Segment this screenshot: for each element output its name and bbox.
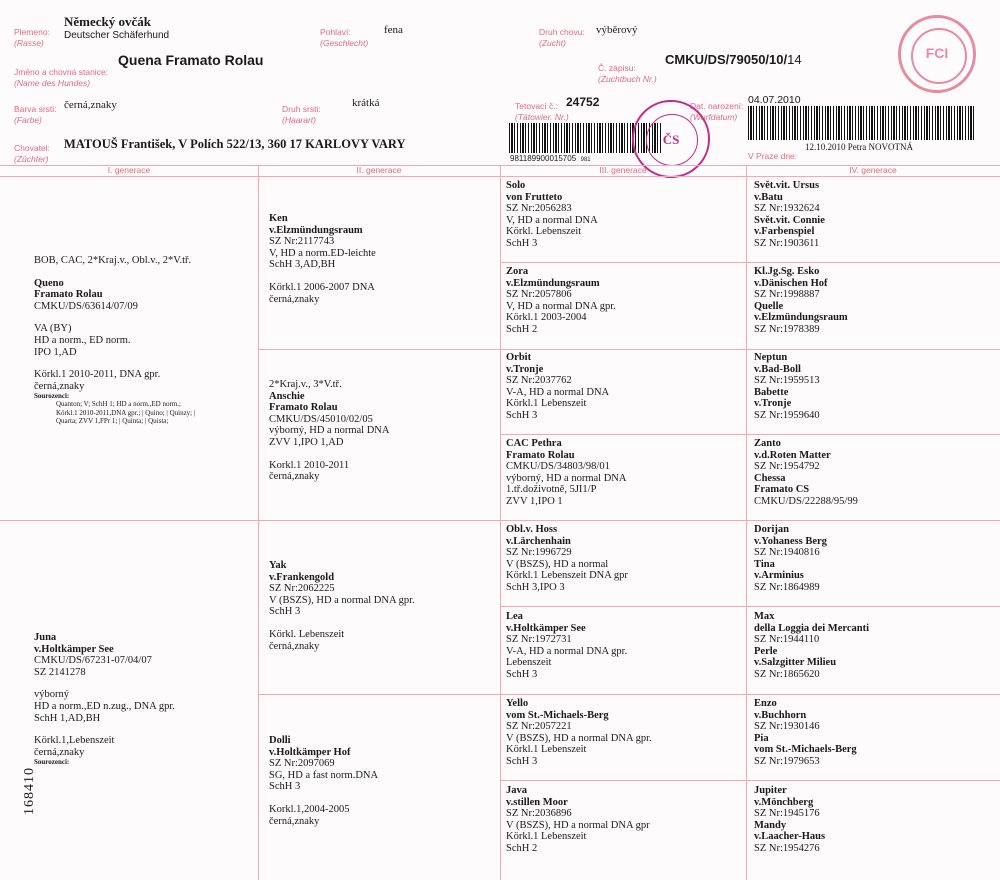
reg-barcode (748, 106, 974, 140)
text-line: (Haarart) (282, 115, 317, 125)
text-line: v.Tronje (506, 363, 544, 375)
text-line: Jméno a chovná stanice: (14, 67, 109, 77)
breeding-type-label (539, 27, 585, 49)
text-line: vom St.-Michaels-Berg (506, 709, 609, 721)
dam-cell (34, 632, 175, 766)
text-line: Ken (269, 213, 288, 224)
text-line: V (BSZS), HD a normal DNA gpr (506, 819, 650, 831)
text-line: Svět.vit. Connie (754, 214, 825, 226)
text-line: 1.tř.doživotně, 5JI1/P (506, 484, 597, 496)
text-line: v.d.Roten Matter (754, 449, 831, 461)
text-line: 981189900015705 (510, 154, 577, 163)
text-line: (Zucht) (539, 38, 566, 48)
text-line: SZ Nr:2036896 (506, 808, 572, 820)
text-line: Tina (754, 558, 775, 570)
text-line: SZ 2141278 (34, 666, 86, 678)
text-line: SZ Nr:1865620 (754, 668, 820, 680)
text-line: 14 (787, 52, 802, 67)
text-line: v.Elzmündungsraum (269, 224, 363, 236)
text-line: (Farbe) (14, 115, 42, 125)
siblings-label: Sourozenci: (34, 758, 70, 767)
text-line: Druh srsti: (282, 104, 321, 114)
text-line: 981 (580, 157, 591, 163)
text-line: von Frutteto (506, 191, 563, 203)
gen2-cell (269, 560, 415, 652)
text-line: CMKU/DS/67231-07/04/07 (34, 655, 152, 667)
text-line: Chessa (754, 472, 786, 484)
text-line: CAC Pethra (506, 438, 562, 449)
text-line: v.Salzgitter Milieu (754, 657, 837, 669)
place-label: V Praze dne: (748, 151, 798, 161)
text-line: Körkl.1 Lebenszeit (506, 831, 587, 843)
text-line: v.stillen Moor (506, 796, 568, 808)
text-line: v.Yohaness Berg (754, 535, 827, 547)
text-line: SchH 3 (506, 409, 538, 421)
text-line: černá,znaky (34, 746, 85, 758)
text-line: Svět.vit. Ursus (754, 180, 820, 191)
text-line: černá,znaky (269, 640, 320, 652)
text-line: Zora (506, 266, 529, 277)
gen3-cell (506, 352, 609, 422)
text-line: Körkl.1,Lebenszeit (34, 735, 115, 747)
text-line: della Loggia dei Mercanti (754, 622, 870, 634)
text-line: FCI (925, 45, 949, 61)
color-label (14, 104, 57, 126)
text-line: CMKU/DS/34803/98/01 (506, 461, 610, 473)
text-line: IPO 1,AD (34, 346, 77, 358)
sex-value: fena (384, 24, 403, 36)
text-line: V, HD a normal DNA gpr. (506, 300, 616, 312)
text-line: (Zuchtbuch Nr.) (598, 74, 657, 84)
text-line: Körkl.1 2006-2007 DNA (269, 281, 375, 293)
text-line: výborný, HD a normal DNA (506, 472, 627, 484)
text-line: SZ Nr:1978389 (754, 323, 820, 335)
text-line: V-A, HD a normal DNA gpr. (506, 645, 628, 657)
text-line: SZ Nr:1864989 (754, 581, 820, 593)
gen4-cell (754, 785, 825, 855)
gen4-cell (754, 266, 848, 336)
text-line: SZ Nr:1979653 (754, 755, 820, 767)
text-line: CMKU/DS/79050/10/ (665, 52, 788, 67)
text-line: v.Frankengold (269, 571, 335, 583)
sire-name: Queno (34, 277, 64, 289)
text-line: (Name des Hundes) (14, 78, 91, 88)
text-line: Yak (269, 560, 287, 571)
text-line: Kl.Jg.Sg. Esko (754, 266, 820, 277)
text-line: SZ Nr:1996729 (506, 547, 572, 559)
breed-label (14, 27, 50, 49)
gen3-cell (506, 524, 628, 594)
text-line: SZ Nr:1998887 (754, 289, 820, 301)
owner-label (14, 143, 50, 165)
text-line: Körkl.1 2003-2004 (506, 312, 587, 324)
text-line: Dat. narození: (690, 101, 744, 111)
text-line: v.Elzmündungsraum (754, 312, 848, 324)
text-line: Quarta; ZVV 1,FPr 1; | Quinta; | Quista; (56, 417, 169, 426)
text-line: SchH 3 (506, 237, 538, 249)
text-line: v.Batu (754, 191, 783, 203)
text-line: SchH 2 (506, 842, 538, 854)
text-line: Enzo (754, 698, 777, 709)
text-line: SZ Nr:1945176 (754, 808, 820, 820)
text-line: Solo (506, 180, 526, 191)
text-line: v.Elzmündungsraum (506, 277, 600, 289)
text-line: Jupiter (754, 785, 787, 796)
text-line: SZ Nr:1944110 (754, 634, 820, 646)
text-line: Mandy (754, 819, 787, 831)
text-line: SZ Nr:2037762 (506, 375, 572, 387)
issue-date-signature: 12.10.2010 Petra NOVOTNÁ (805, 142, 913, 152)
text-line: v.Holtkämper See (506, 622, 586, 634)
breed-de: Deutscher Schäferhund (64, 30, 170, 41)
text-line: SZ Nr:1972731 (506, 634, 572, 646)
text-line: SZ Nr:1940816 (754, 547, 820, 559)
text-line: Perle (754, 645, 778, 657)
text-line: Korkl.1,2004-2005 (269, 803, 350, 815)
text-line: SchH 2 (506, 323, 538, 335)
text-line: v.Arminius (754, 570, 804, 582)
text-line: v.Bad-Boll (754, 363, 801, 375)
gen4-cell (754, 611, 869, 681)
text-line: SchH 3 (269, 606, 301, 618)
text-line: V (BSZS), HD a normal DNA gpr. (269, 594, 415, 606)
text-line: SchH 3 (506, 668, 538, 680)
text-line: SZ Nr:2057221 (506, 721, 572, 733)
gen-header-3: III. generace (599, 165, 647, 175)
text-line: Java (506, 785, 527, 796)
text-line: vom St.-Michaels-Berg (754, 744, 857, 756)
text-line: SZ Nr:2117743 (269, 236, 335, 248)
text-line: ZVV 1,IPO 1,AD (269, 436, 344, 448)
text-line: (Geschlecht) (320, 38, 369, 48)
text-line: V (BSZS), HD a normal DNA gpr. (506, 732, 652, 744)
text-line: HD a norm.,ED n.zug., DNA gpr. (34, 700, 175, 712)
text-line: Yello (506, 698, 529, 709)
text-line: SZ Nr:2056283 (506, 203, 572, 215)
text-line: Babette (754, 386, 789, 398)
text-line: V-A, HD a normal DNA (506, 386, 610, 398)
text-line: Framato Rolau (506, 449, 575, 461)
text-line: v.Mönchberg (754, 796, 814, 808)
coat-value: krátká (352, 97, 380, 109)
gen3-cell (506, 698, 652, 768)
gen4-cell (754, 438, 858, 508)
chip-number (510, 154, 591, 163)
text-line: Lebenszeit (506, 657, 552, 669)
sex-label (320, 27, 368, 49)
gen4-cell (754, 698, 857, 768)
text-line: Neptun (754, 352, 788, 363)
text-line: Max (754, 611, 775, 622)
text-line: Druh chovu: (539, 27, 585, 37)
text-line: Korkl.1 2010-2011 (269, 459, 350, 471)
text-line: V (BSZS), HD a normal (506, 558, 609, 570)
text-line: Quelle (754, 300, 784, 312)
text-line: v.Lärchenhain (506, 535, 571, 547)
text-line: (Tätowier. Nr.) (515, 112, 569, 122)
text-line: SZ Nr:2057806 (506, 289, 572, 301)
owner-value: MATOUŠ František, V Polích 522/13, 360 17 KARLOVY VARY (64, 137, 406, 151)
text-line: SZ Nr:1954276 (754, 842, 820, 854)
gen4-cell (754, 180, 825, 250)
text-line: Zanto (754, 438, 781, 449)
text-line: černá,znaky (34, 380, 85, 392)
text-line: Dolli (269, 735, 291, 746)
text-line: Körkl.1 Lebenszeit DNA gpr (506, 570, 628, 582)
text-line: Plemeno: (14, 27, 50, 37)
text-line: Č. zápisu: (598, 63, 636, 73)
coat-label (282, 104, 321, 126)
text-line: Lea (506, 611, 523, 622)
text-line: ČS (662, 132, 680, 147)
gen4-cell (754, 524, 827, 594)
text-line: Körkl.1 2010-2011, DNA gpr. (34, 369, 161, 381)
text-line: černá,znaky (269, 293, 320, 305)
text-line: Körkl. Lebenszeit (506, 226, 582, 238)
gen2-cell (269, 379, 389, 483)
text-line: Framato Rolau (269, 402, 338, 414)
text-line: Obl.v. Hoss (506, 524, 558, 535)
text-line: Dorijan (754, 524, 789, 535)
text-line: Anschie (269, 390, 305, 402)
text-line: V, HD a norm.ED-leichte (269, 247, 376, 259)
color-value: černá,znaky (64, 99, 117, 111)
gen3-cell (506, 785, 650, 855)
text-line: v.Tronje (754, 398, 792, 410)
text-line: v.Dänischen Hof (754, 277, 828, 289)
text-line: Orbit (506, 352, 532, 363)
tattoo-label (515, 101, 569, 123)
text-line: Chovatel: (14, 143, 50, 153)
text-line: SZ Nr:1903611 (754, 237, 820, 249)
text-line: černá,znaky (269, 471, 320, 483)
text-line: SchH 3 (506, 755, 538, 767)
text-line: SchH 3,AD,BH (269, 259, 336, 271)
gen2-cell (269, 735, 378, 827)
text-line: CMKU/DS/22288/95/99 (754, 495, 858, 507)
text-line: výborný, HD a normal DNA (269, 425, 390, 437)
text-line: 2*Kraj.v., 3*V.tř. (269, 379, 342, 390)
studbook-label (598, 63, 657, 85)
sire-cell (34, 255, 195, 426)
text-line: v.Holtkämper Hof (269, 746, 351, 758)
text-line: Pohlaví: (320, 27, 351, 37)
text-line: Körkl.1 Lebenszeit (506, 744, 587, 756)
gen-header-2: II. generace (356, 165, 402, 175)
text-line: SZ Nr:1954792 (754, 461, 820, 473)
dam-name: Juna (34, 632, 57, 643)
breed-cz: Německý ovčák (64, 14, 152, 29)
gen2-cell (269, 213, 376, 305)
text-line: SchH 3 (269, 781, 301, 793)
gen3-cell (506, 611, 627, 681)
text-line: SG, HD a fast norm.DNA (269, 769, 379, 781)
text-line: černá,znaky (269, 815, 320, 827)
text-line: SZ Nr:1959513 (754, 375, 820, 387)
text-line: Körkl.1 2010-2011,DNA gpr.; | Quino; | Quinzy; | (56, 408, 196, 417)
gen-header-1: I. generace (107, 165, 151, 175)
text-line: Framato CS (754, 484, 810, 496)
birth-date: 04.07.2010 (748, 94, 801, 106)
text-line: výborný (34, 689, 69, 701)
text-line: SZ Nr:2097069 (269, 758, 335, 770)
text-line: (Züchter) (14, 154, 49, 164)
siblings-label: Sourozenci: (34, 392, 70, 401)
text-line: Barva srsti: (14, 104, 57, 114)
text-line: ZVV 1,IPO 1 (506, 495, 563, 507)
gen3-cell (506, 438, 626, 508)
text-line: Pia (754, 732, 769, 744)
breeding-type-value: výběrový (596, 24, 638, 36)
text-line: Körkl.1 Lebenszeit (506, 398, 587, 410)
name-label (14, 67, 108, 89)
text-line: v.Buchhorn (754, 709, 807, 721)
text-line: v.Laacher-Haus (754, 831, 826, 843)
gen4-cell (754, 352, 820, 422)
tattoo-value: 24752 (566, 95, 600, 109)
sire-titles: BOB, CAC, 2*Kraj.v., Obl.v., 2*V.tř. (34, 255, 192, 266)
text-line: (Rasse) (14, 38, 44, 48)
text-line: (Wurfdatum) (690, 112, 738, 122)
text-line: V, HD a normal DNA (506, 214, 598, 226)
text-line: HD a norm., ED norm. (34, 334, 131, 346)
text-line: SZ Nr:1930146 (754, 721, 820, 733)
text-line: CMKU/DS/63614/07/09 (34, 300, 138, 312)
text-line: VA (BY) (34, 323, 72, 335)
text-line: SZ Nr:1932624 (754, 203, 820, 215)
text-line: CMKU/DS/45010/02/05 (269, 413, 373, 425)
text-line: SchH 3,IPO 3 (506, 581, 565, 593)
gen3-cell (506, 266, 616, 336)
dam-kennel: v.Holtkämper See (34, 643, 114, 655)
dog-name: Quena Framato Rolau (118, 52, 264, 68)
text-line: Tetovací č.: (515, 101, 558, 111)
text-line: SZ Nr:2062225 (269, 583, 335, 595)
text-line: SZ Nr:1959640 (754, 409, 820, 421)
side-serial-number: 168410 (22, 767, 37, 815)
text-line: Quanton; V; SchH 1; HD a norm.,ED norm.; (56, 400, 181, 409)
text-line: SchH 1,AD,BH (34, 712, 101, 724)
text-line: v.Farbenspiel (754, 226, 815, 238)
gen-header-4: IV. generace (849, 165, 897, 175)
reg-number (665, 52, 802, 67)
sire-kennel: Framato Rolau (34, 289, 103, 301)
gen3-cell (506, 180, 598, 250)
text-line: Körkl. Lebenszeit (269, 628, 345, 640)
fci-logo (898, 15, 976, 93)
